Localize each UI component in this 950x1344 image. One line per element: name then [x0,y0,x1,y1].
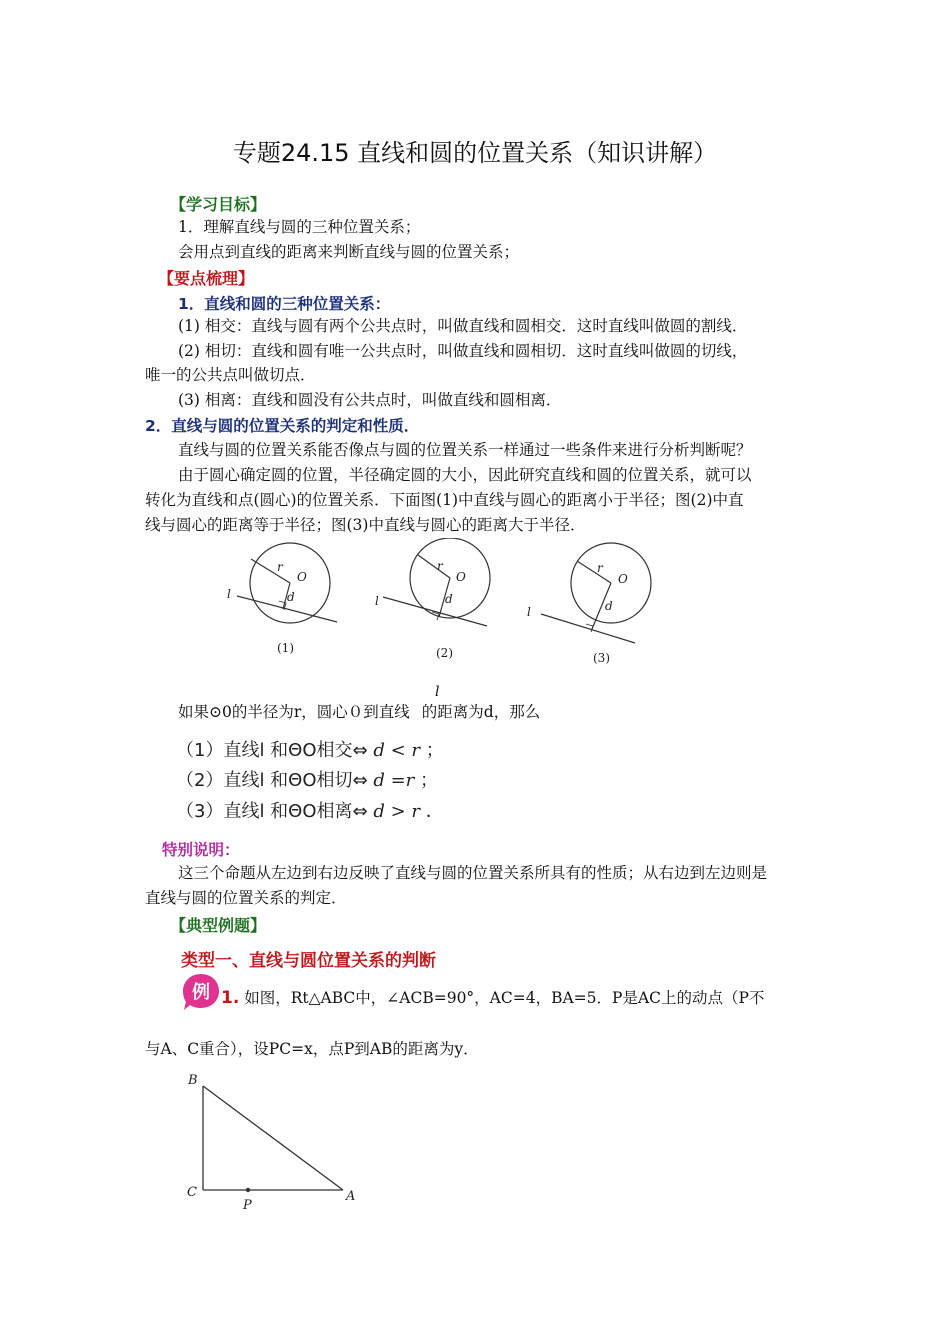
objectives-heading: 【学习目标】 [170,195,267,214]
special-note-heading: 特别说明： [162,841,240,859]
fig1-distance-label: d [287,590,295,604]
label-c: C [187,1185,197,1200]
condition-line [178,702,540,722]
item-intersect: (1) 相交：直线与圆有两个公共点时，叫做直线和圆相交．这时直线叫做圆的割线． [178,317,748,335]
point-p [246,1188,250,1192]
label-a: A [346,1189,356,1204]
formula-1-text: 直线l 和ΘO相交⇔ [223,740,368,761]
sub1-heading: 1．直线和圆的三种位置关系： [178,295,391,313]
formula-2-text: 直线l 和ΘO相切⇔ [223,770,368,791]
formula-intersect [176,736,444,762]
para2-line2: 转化为直线和点(圆心)的位置关系．下面图(1)中直线与圆心的距离小于半径；图(2)中直 [145,491,744,509]
page-title: 专题24.15 直线和圆的位置关系（知识讲解） [232,139,718,167]
fig1-radius-label: r [277,560,283,574]
sub2-heading: 2．直线与圆的位置关系的判定和性质． [145,417,420,435]
fig3-caption: (3) [593,651,610,665]
fig1-line-label: l [227,587,231,601]
fig3-center-label: O [618,572,628,586]
figure-1-intersect [237,543,337,623]
example-badge-icon [181,972,221,1012]
para1: 直线与圆的位置关系能否像点与圆的位置关系一样通过一些条件来进行分析判断呢？ [178,441,752,459]
label-b: B [188,1073,198,1088]
fig2-center-label: O [456,570,466,584]
fig2-radius-label: r [437,559,443,573]
formula-3-rel: d > r [373,801,420,822]
item-tangent-line1: (2) 相切：直线和圆有唯一公共点时，叫做直线和圆相切．这时直线叫做圆的切线， [178,342,748,360]
fig3-line-label: l [527,605,531,619]
objective-line-1: 1．理解直线与圆的三种位置关系； [178,218,421,236]
circle-line-figures [215,538,655,668]
item-separate: (3) 相离：直线和圆没有公共点时，叫做直线和圆相离． [178,391,562,409]
fig3-distance-label: d [605,599,613,613]
special-note-line1: 这三个命题从左边到右边反映了直线与圆的位置关系所具有的性质；从右边到左边则是 [178,864,768,882]
svg-text:例: 例 [192,982,210,1003]
label-p: P [243,1198,252,1213]
condition-l-symbol: l [435,684,440,700]
objective-line-2: 会用点到直线的距离来判断直线与圆的位置关系； [178,243,520,261]
figure-2-tangent [383,538,490,626]
fig3-radius-label: r [597,561,603,575]
item-tangent-line2: 唯一的公共点叫做切点． [145,366,316,384]
condition-suffix: 的距离为d，那么 [421,703,541,721]
formula-3-num: （3） [176,801,224,822]
formula-1-end: ； [425,740,444,761]
type1-heading: 类型一、直线与圆位置关系的判断 [181,951,436,971]
condition-prefix: 如果⊙0的半径为r，圆心０到直线 [178,703,410,721]
fig1-caption: (1) [277,641,294,655]
formula-tangent [176,766,438,792]
fig1-center-label: O [297,570,307,584]
formula-2-num: （2） [176,770,224,791]
triangle-figure [180,1068,370,1218]
formula-3-text: 直线l 和ΘO相离⇔ [223,801,368,822]
key-points-heading: 【要点梳理】 [158,269,255,288]
formula-2-rel: d =r [373,770,415,791]
fig2-caption: (2) [436,646,453,660]
example-1-line1 [221,988,764,1008]
example-1-text: 如图，Rt△ABC中，∠ACB=90°，AC=4，BA=5．P是AC上的动点（P不 [244,989,765,1007]
special-note-line2: 直线与圆的位置关系的判定． [145,889,347,907]
example-1-line2: 与A、C重合），设PC=x，点P到AB的距离为y． [145,1040,479,1058]
para2-line3: 线与圆心的距离等于半径；图(3)中直线与圆心的距离大于半径． [145,516,586,534]
figure-3-separate [541,543,651,643]
fig2-distance-label: d [445,592,453,606]
example-1-number: 1. [221,988,240,1008]
para2-line1: 由于圆心确定圆的位置，半径确定圆的大小，因此研究直线和圆的位置关系，就可以 [178,466,752,484]
formula-3-end: ． [425,801,444,822]
formula-2-end: ； [420,770,438,791]
fig2-line-label: l [375,594,379,608]
formula-separate [176,797,444,823]
formula-1-rel: d < r [373,740,420,761]
examples-heading: 【典型例题】 [170,916,267,935]
formula-1-num: （1） [176,740,224,761]
